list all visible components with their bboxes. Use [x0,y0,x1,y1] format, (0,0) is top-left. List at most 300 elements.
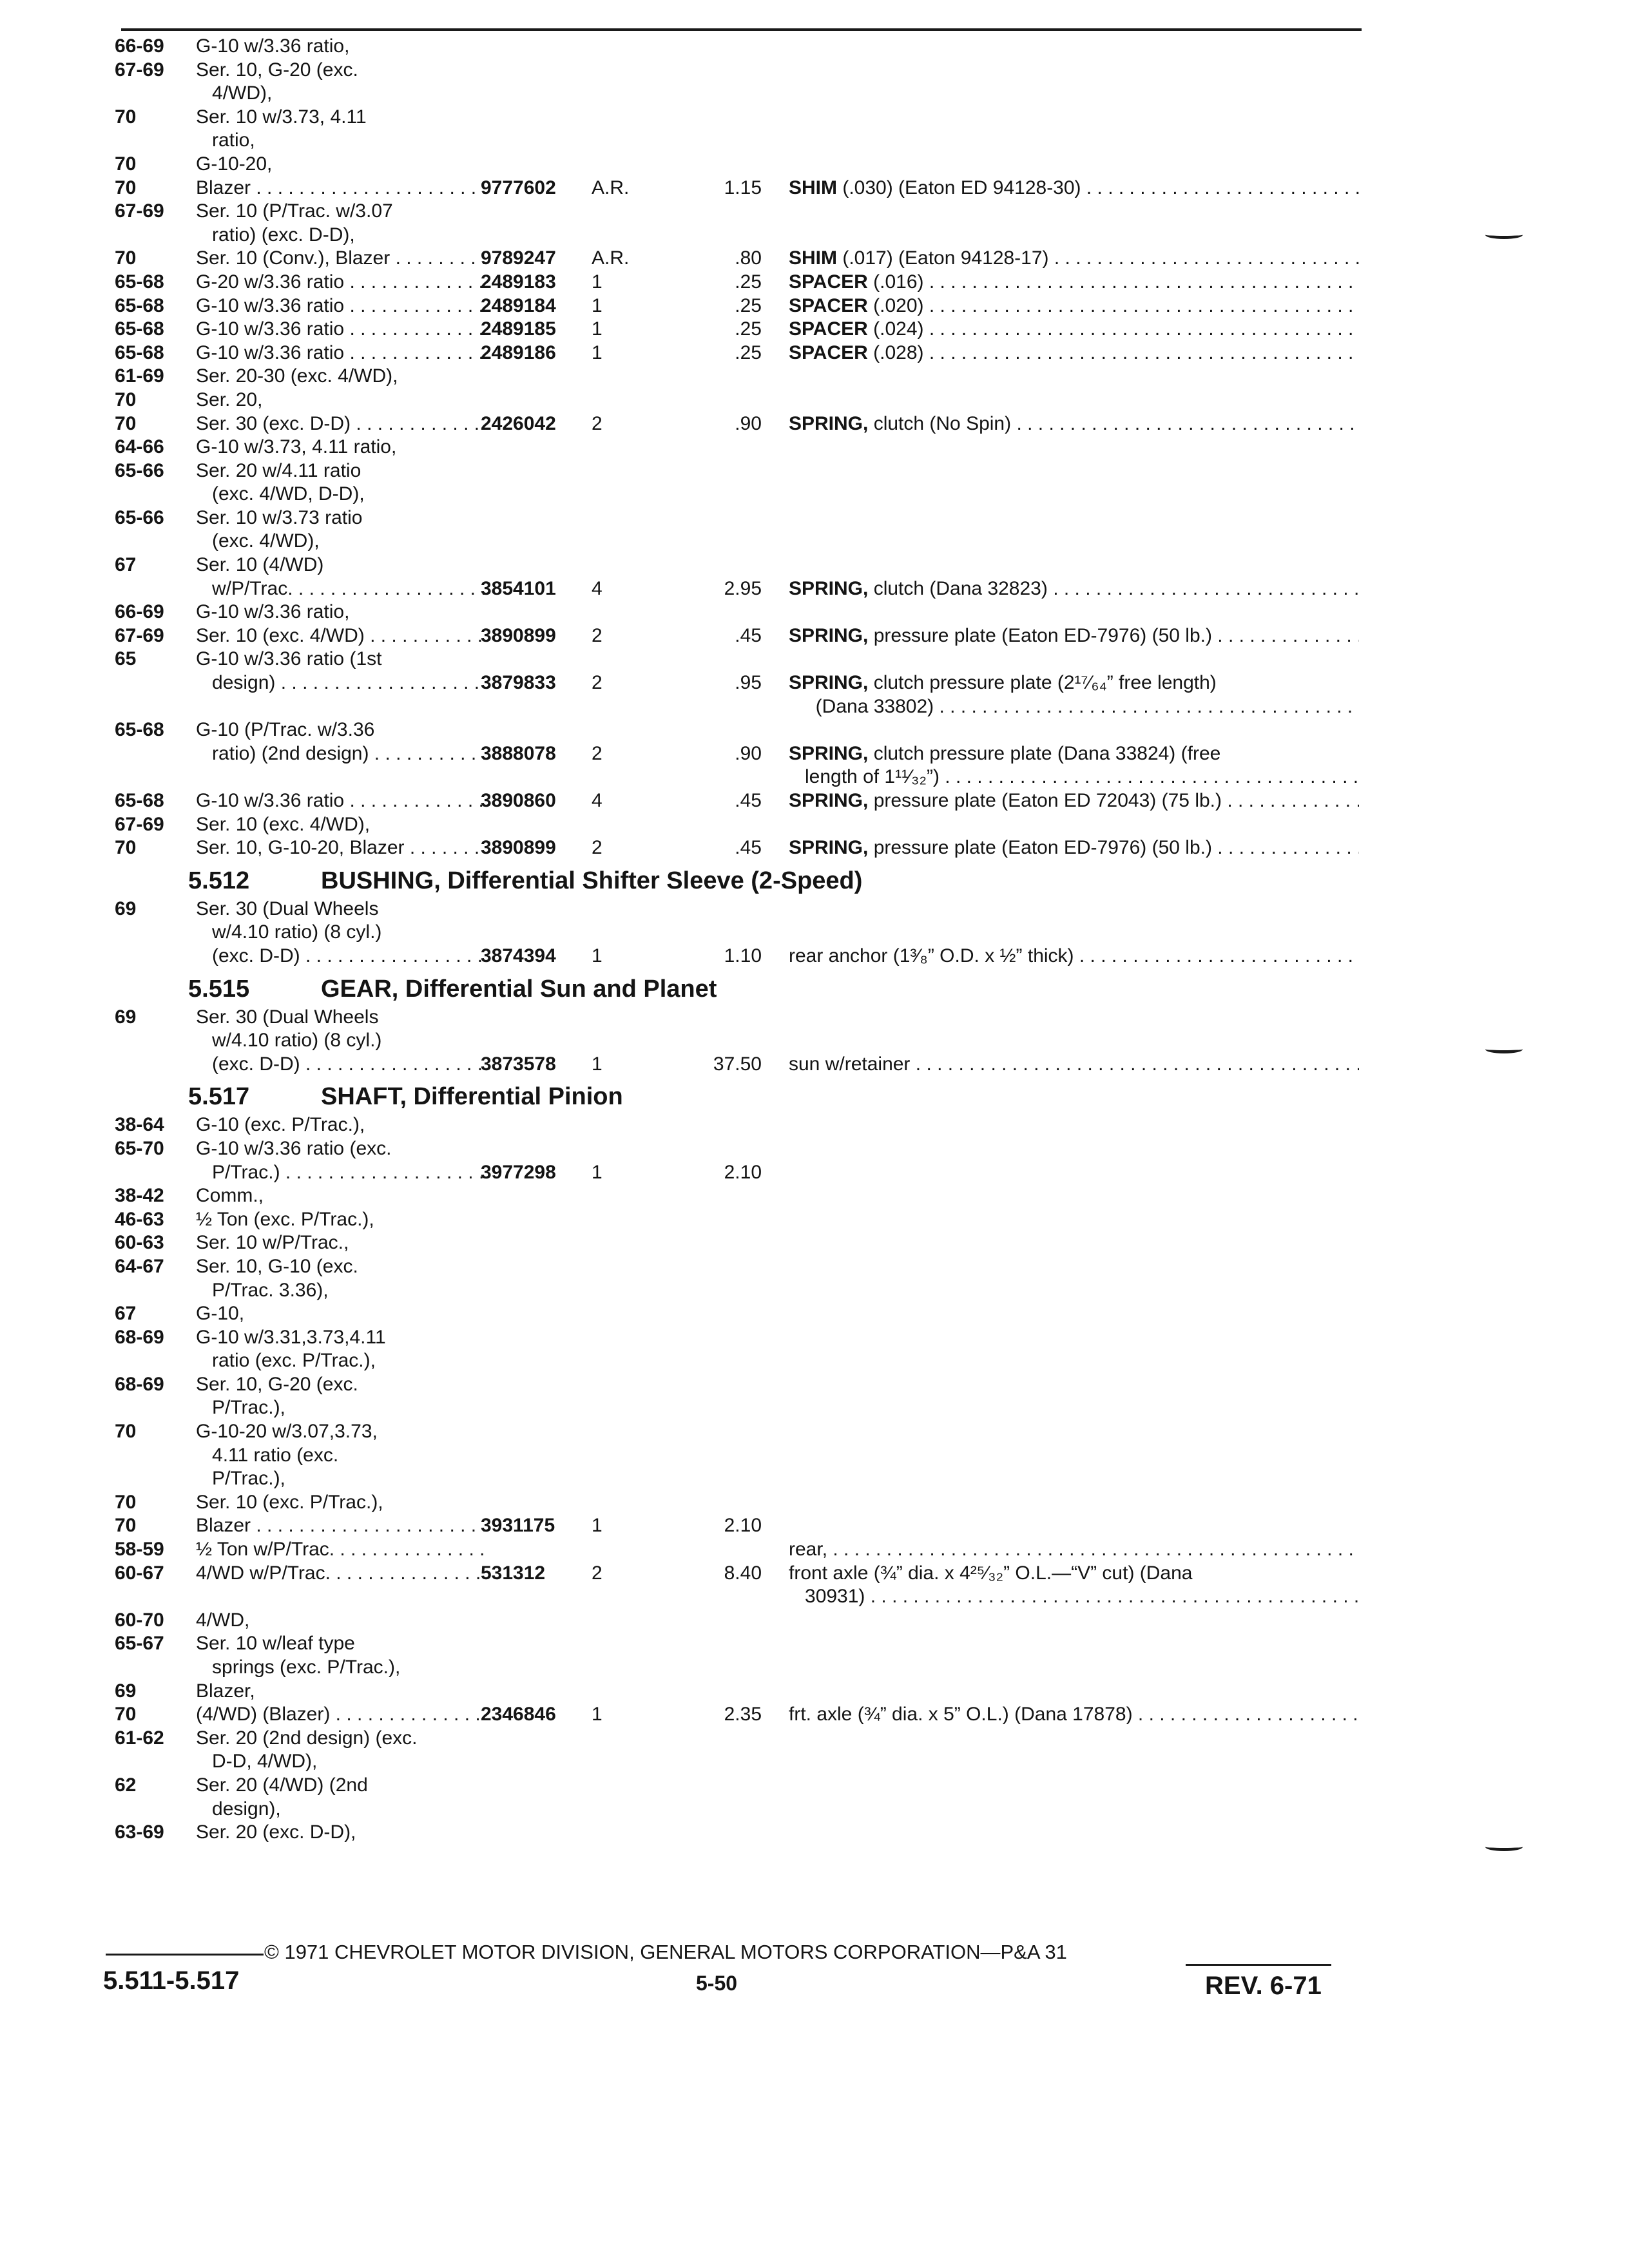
quantity: 2 [592,1562,602,1584]
model-application: G-10 w/3.73, 4.11 ratio, [196,436,397,458]
model-application: G-20 w/3.36 ratio . . . [196,271,486,294]
model-application: ratio) (exc. D-D), [196,224,355,245]
model-years: 65-68 [115,790,164,811]
catalog-row [0,224,1629,247]
model-years: 68-69 [115,1373,164,1395]
part-number: 9777602 [481,177,556,198]
copyright-notice: © 1971 CHEVROLET MOTOR DIVISION, GENERAL MOTORS CORPORATION—P&A 31 [264,1941,1067,1963]
list-price: 2.95 [724,577,762,599]
section-reference: 5.511-5.517 [103,1966,240,1995]
part-number: 3873578 [481,1053,556,1075]
model-years: 60-70 [115,1609,164,1631]
model-years: 69 [115,1006,137,1028]
part-description [789,695,1359,719]
list-price: 2.10 [724,1161,762,1183]
model-application: Ser. 10 w/3.73 ratio [196,506,363,528]
parts-list [0,35,1629,1845]
model-years: 60-63 [115,1232,164,1254]
catalog-row [0,177,1629,200]
catalog-row [0,1585,1629,1609]
part-detail: clutch (No Spin) [868,412,1012,434]
list-price: .25 [735,341,762,363]
quantity: 1 [592,1161,602,1183]
part-number: 3854101 [481,577,556,599]
quantity: 2 [592,624,602,646]
footer-rule-right [1186,1964,1331,1966]
quantity: A.R. [592,177,630,198]
model-application: (exc. D-D) . . . [196,945,486,968]
model-application: P/Trac. 3.36), [196,1279,329,1301]
model-application: G-10 w/3.36 ratio . . . [196,789,486,813]
catalog-row [0,1444,1629,1468]
catalog-row [0,436,1629,459]
model-years: 65-68 [115,318,164,340]
part-detail: frt. axle (¾” dia. x 5” O.L.) (Dana 17878) [789,1704,1133,1725]
section-title: SHAFT, Differential Pinion [321,1083,623,1111]
model-application: (4/WD) (Blazer) . . . [196,1703,486,1727]
model-years: 70 [115,1515,137,1537]
part-detail: length of 1¹¹⁄₃₂”) [789,766,940,788]
list-price: .90 [735,742,762,764]
part-detail: rear anchor (1³⁄₈” O.D. x ½” thick) [789,945,1074,966]
list-price: 1.15 [724,177,762,198]
part-number: 2489186 [481,341,556,363]
catalog-row [0,35,1629,59]
catalog-row [0,1029,1629,1053]
catalog-row [0,648,1629,671]
model-years: 67 [115,1303,137,1325]
list-price: 8.40 [724,1562,762,1584]
quantity: 1 [592,271,602,293]
catalog-row [0,1798,1629,1821]
model-application: Ser. 10 (exc. 4/WD) . . . [196,624,486,648]
model-application: G-10 w/3.36 ratio, [196,601,350,623]
model-application: (exc. 4/WD), [196,530,320,552]
catalog-row [0,1750,1629,1774]
section-number: 5.517 [188,1083,250,1111]
quantity: 1 [592,1515,602,1537]
model-application: (exc. 4/WD, D-D), [196,483,365,505]
catalog-row [0,742,1629,766]
model-years: 65-68 [115,294,164,316]
model-years: 67-69 [115,813,164,835]
model-application: Ser. 20 (4/WD) (2nd [196,1774,368,1796]
catalog-row [0,624,1629,648]
model-application: Ser. 10, G-20 (exc. [196,1373,358,1395]
catalog-row [0,921,1629,945]
part-detail: clutch pressure plate (2¹⁷⁄₆₄” free length) [868,672,1217,694]
catalog-row [0,1656,1629,1680]
part-detail: clutch (Dana 32823) [868,577,1048,599]
quantity: 1 [592,341,602,363]
model-years: 67 [115,554,137,576]
part-number: 531312 [481,1562,546,1584]
footer-rule-left [106,1954,264,1956]
model-application: (exc. D-D) . . . [196,1053,486,1077]
catalog-row [0,389,1629,412]
catalog-row [0,1208,1629,1232]
model-application: ratio (exc. P/Trac.), [196,1350,376,1372]
catalog-row [0,1184,1629,1208]
page-footer [0,1939,1629,2017]
model-years: 65 [115,648,137,670]
quantity: A.R. [592,247,630,269]
part-detail: (Dana 33802) [789,695,934,717]
model-years: 70 [115,153,137,175]
section-title: BUSHING, Differential Shifter Sleeve (2-Speed) [321,867,863,894]
catalog-row [0,1161,1629,1185]
model-application: Ser. 10 (Conv.), Blazer . . . [196,247,486,271]
catalog-row [0,1491,1629,1515]
model-application: ratio) (2nd design) . . . [196,742,486,766]
catalog-row [0,459,1629,483]
catalog-row [0,106,1629,130]
catalog-row [0,1680,1629,1704]
part-number: 3888078 [481,742,556,764]
catalog-row [0,1703,1629,1727]
part-name: SPRING, [789,412,869,434]
catalog-row [0,59,1629,82]
model-years: 65-66 [115,459,164,481]
catalog-row [0,1302,1629,1326]
catalog-row [0,945,1629,968]
part-description [789,1538,1359,1562]
part-number: 3977298 [481,1161,556,1183]
part-description [789,1703,1359,1727]
list-price: .45 [735,837,762,859]
part-number: 3890860 [481,790,556,811]
section-heading [0,972,1629,1006]
part-description [789,1053,1359,1077]
model-application: G-10 (exc. P/Trac.), [196,1114,365,1136]
part-name: SPRING, [789,672,869,694]
model-application: Ser. 10 (P/Trac. w/3.07 [196,200,393,222]
catalog-row [0,530,1629,553]
model-application: P/Trac.) . . . [196,1161,486,1185]
part-detail: (.017) (Eaton 94128-17) [837,247,1049,269]
model-application: G-10 w/3.36 ratio, [196,35,350,57]
model-application: Ser. 10 w/P/Trac., [196,1232,349,1254]
part-detail: (.028) [867,341,924,363]
section-heading [0,1080,1629,1113]
model-years: 66-69 [115,601,164,623]
section-number: 5.515 [188,975,250,1003]
model-application: Blazer . . . [196,177,486,200]
catalog-row [0,129,1629,153]
catalog-row [0,1562,1629,1586]
catalog-row [0,1137,1629,1161]
model-years: 66-69 [115,35,164,57]
model-application: Ser. 10 w/3.73, 4.11 [196,106,367,128]
model-years: 38-42 [115,1185,164,1207]
part-description [789,577,1359,601]
model-application: Ser. 30 (Dual Wheels [196,1006,379,1028]
part-number: 2489183 [481,271,556,293]
model-years: 65-68 [115,341,164,363]
catalog-row [0,200,1629,224]
catalog-row [0,577,1629,601]
part-description [789,247,1359,271]
model-application: G-10 (P/Trac. w/3.36 [196,719,375,741]
catalog-row [0,695,1629,719]
model-years: 65-68 [115,271,164,293]
model-application: G-10 w/3.36 ratio . . . [196,341,486,365]
model-application: Blazer . . . [196,1514,486,1538]
model-years: 61-62 [115,1727,164,1749]
part-number: 2489184 [481,294,556,316]
model-application: G-10 w/3.36 ratio (exc. [196,1137,392,1159]
model-years: 38-64 [115,1114,164,1136]
model-application: 4.11 ratio (exc. [196,1444,339,1466]
catalog-row [0,836,1629,860]
model-application: springs (exc. P/Trac.), [196,1657,401,1678]
part-number: 3879833 [481,672,556,694]
model-years: 70 [115,1421,137,1443]
list-price: .45 [735,624,762,646]
model-application: Ser. 10, G-10-20, Blazer . . . [196,836,486,860]
page-number: 5-50 [696,1972,738,1995]
model-application: G-10 w/3.36 ratio . . . [196,294,486,318]
part-detail: front axle (¾” dia. x 4²⁵⁄₃₂” O.L.—“V” cut) (Dana [789,1562,1193,1584]
catalog-row [0,318,1629,341]
part-description [789,1585,1359,1609]
model-application: Ser. 10 (exc. P/Trac.), [196,1491,383,1513]
model-application: Ser. 20, [196,389,263,410]
catalog-row [0,82,1629,106]
catalog-row [0,1396,1629,1420]
part-number: 2426042 [481,412,556,434]
part-number: 3931175 [481,1515,555,1537]
part-description [789,742,1359,766]
list-price: 1.10 [724,945,762,966]
list-price: .25 [735,271,762,293]
model-years: 65-67 [115,1633,164,1655]
model-years: 70 [115,412,137,434]
part-description [789,1562,1359,1586]
catalog-row [0,1053,1629,1077]
model-years: 70 [115,177,137,198]
list-price: .25 [735,294,762,316]
model-years: 63-69 [115,1821,164,1843]
model-application: Ser. 10 (exc. 4/WD), [196,813,371,835]
model-application: design), [196,1798,281,1820]
model-years: 70 [115,837,137,859]
list-price: .45 [735,790,762,811]
catalog-row [0,1727,1629,1751]
model-application: 4/WD), [196,82,273,104]
quantity: 1 [592,945,602,966]
catalog-row [0,1821,1629,1845]
model-years: 70 [115,247,137,269]
model-application: Ser. 10 w/leaf type [196,1633,355,1655]
part-number: 3890899 [481,837,556,859]
part-detail: (.016) [867,271,924,293]
model-application: G-10 w/3.31,3.73,4.11 [196,1326,386,1348]
quantity: 1 [592,1704,602,1725]
catalog-row [0,294,1629,318]
part-number: 2346846 [481,1704,556,1725]
model-years: 70 [115,1704,137,1725]
part-description [789,271,1359,294]
part-number: 3874394 [481,945,556,966]
catalog-row [0,1373,1629,1397]
part-name: SPACER [789,271,868,293]
catalog-row [0,718,1629,742]
list-price: 37.50 [713,1053,762,1075]
catalog-row [0,765,1629,789]
catalog-row [0,1774,1629,1798]
model-application: Ser. 10, G-20 (exc. [196,59,358,81]
catalog-row [0,483,1629,506]
catalog-row [0,898,1629,921]
model-years: 70 [115,389,137,410]
model-application: Ser. 10 (4/WD) [196,554,324,576]
part-name: SPRING, [789,577,869,599]
part-detail: clutch pressure plate (Dana 33824) (free [868,742,1221,764]
model-years: 69 [115,1680,137,1702]
part-description [789,789,1359,813]
catalog-row [0,1609,1629,1633]
quantity: 1 [592,318,602,340]
part-detail: (.024) [867,318,924,340]
model-application: ratio, [196,130,255,151]
section-number: 5.512 [188,867,250,894]
part-number: 2489185 [481,318,556,340]
section-title: GEAR, Differential Sun and Planet [321,975,717,1003]
part-description [789,836,1359,860]
part-detail: (.020) [867,294,924,316]
model-years: 67-69 [115,624,164,646]
model-application: w/P/Trac. . . . [196,577,486,601]
part-name: SPACER [789,318,868,340]
part-number: 9789247 [481,247,556,269]
catalog-row [0,1113,1629,1137]
catalog-row [0,1279,1629,1303]
model-application: Comm., [196,1185,264,1207]
model-application: P/Trac.), [196,1468,285,1490]
model-years: 70 [115,1491,137,1513]
catalog-row [0,671,1629,695]
part-detail: pressure plate (Eaton ED 72043) (75 lb.) [868,790,1222,811]
model-application: G-10, [196,1303,245,1325]
part-description [789,412,1359,436]
part-description [789,177,1359,200]
list-price: .80 [735,247,762,269]
part-name: SPRING, [789,742,869,764]
section-heading [0,864,1629,898]
catalog-row [0,1006,1629,1030]
model-years: 58-59 [115,1539,164,1561]
part-name: SPRING, [789,837,869,859]
model-years: 64-67 [115,1255,164,1277]
part-detail: pressure plate (Eaton ED-7976) (50 lb.) [868,837,1212,859]
part-description [789,294,1359,318]
model-years: 67-69 [115,59,164,81]
top-rule [121,28,1362,31]
catalog-row [0,1538,1629,1562]
model-years: 60-67 [115,1562,164,1584]
part-name: SHIM [789,247,837,269]
model-application: Ser. 20-30 (exc. 4/WD), [196,365,398,387]
quantity: 2 [592,837,602,859]
part-detail: 30931) [789,1586,865,1608]
part-name: SPRING, [789,624,869,646]
part-description [789,671,1359,695]
model-years: 61-69 [115,365,164,387]
model-application: Blazer, [196,1680,255,1702]
catalog-row [0,1514,1629,1538]
model-application: w/4.10 ratio) (8 cyl.) [196,1030,382,1052]
quantity: 2 [592,742,602,764]
model-application: G-10-20, [196,153,273,175]
quantity: 2 [592,672,602,694]
model-application: Ser. 20 (2nd design) (exc. [196,1727,418,1749]
part-number: 3890899 [481,624,556,646]
model-application: ½ Ton (exc. P/Trac.), [196,1208,374,1230]
quantity: 1 [592,294,602,316]
model-application: 4/WD, [196,1609,250,1631]
catalog-row [0,506,1629,530]
model-years: 69 [115,898,137,919]
model-application: Ser. 20 (exc. D-D), [196,1821,356,1843]
catalog-row [0,789,1629,813]
part-name: SPRING, [789,790,869,811]
catalog-row [0,341,1629,365]
part-detail: (.030) (Eaton ED 94128-30) [837,177,1081,198]
catalog-row [0,412,1629,436]
catalog-row [0,1231,1629,1255]
catalog-row [0,1326,1629,1350]
quantity: 4 [592,790,602,811]
part-detail: sun w/retainer [789,1053,911,1075]
part-detail: pressure plate (Eaton ED-7976) (50 lb.) [868,624,1212,646]
catalog-row [0,365,1629,389]
model-application: 4/WD w/P/Trac. . . . [196,1562,486,1586]
model-application: Ser. 20 w/4.11 ratio [196,459,361,481]
part-description [789,765,1359,789]
model-application: design) . . . [196,671,486,695]
list-price: .25 [735,318,762,340]
model-application: w/4.10 ratio) (8 cyl.) [196,921,382,943]
part-name: SPACER [789,294,868,316]
model-years: 46-63 [115,1208,164,1230]
model-application: Ser. 10, G-10 (exc. [196,1255,358,1277]
model-application: ½ Ton w/P/Trac. . . . [196,1538,486,1562]
model-application: Ser. 30 (Dual Wheels [196,898,379,919]
quantity: 4 [592,577,602,599]
catalog-row [0,271,1629,294]
catalog-row [0,813,1629,837]
catalog-row [0,553,1629,577]
list-price: 2.10 [724,1515,762,1537]
part-description [789,945,1359,968]
part-detail: rear, [789,1539,828,1561]
model-years: 67-69 [115,200,164,222]
catalog-row [0,153,1629,177]
model-years: 62 [115,1774,137,1796]
model-application: G-10-20 w/3.07,3.73, [196,1421,378,1443]
model-years: 65-70 [115,1137,164,1159]
list-price: .90 [735,412,762,434]
quantity: 2 [592,412,602,434]
part-name: SHIM [789,177,837,198]
catalog-row [0,1349,1629,1373]
part-description [789,624,1359,648]
catalog-row [0,247,1629,271]
catalog-row [0,1467,1629,1491]
catalog-row [0,1632,1629,1656]
part-name: SPACER [789,341,868,363]
